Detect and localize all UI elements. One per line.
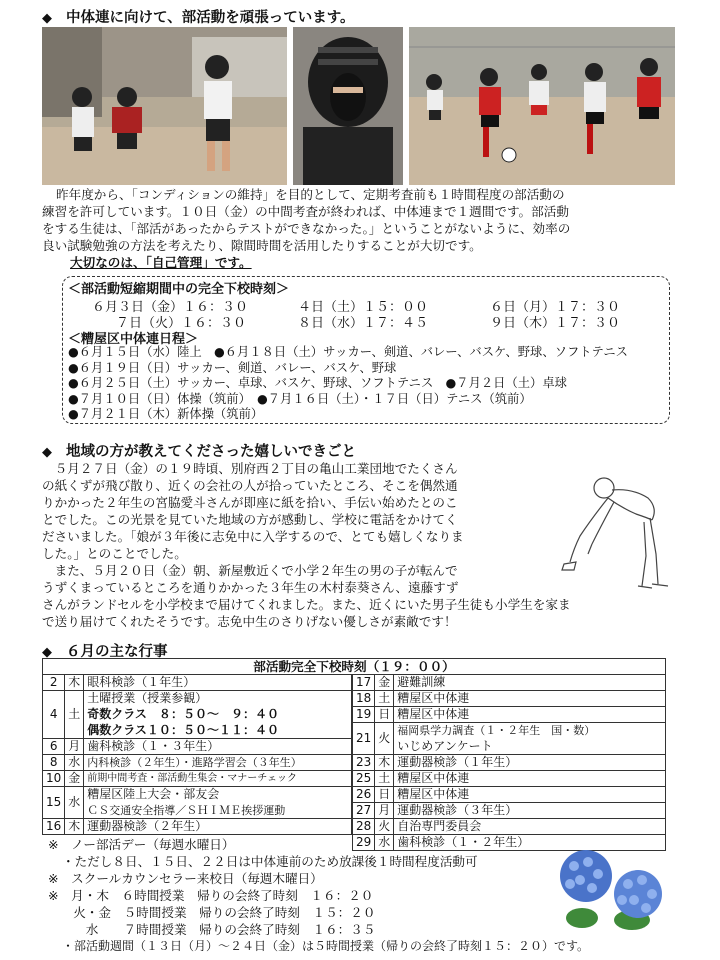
- section2-line: の紙くずが飛び散り、近くの会社の人が拾っていたところ、そこを偶然通: [42, 478, 458, 493]
- section2-heading: ◆ 地域の方が教えてくださった嬉しいできごと: [42, 444, 356, 460]
- events-table-header: 部活動完全下校時刻（１９：００）: [42, 658, 666, 675]
- time-jun8: ８日（水）１７：４５: [298, 316, 429, 331]
- section1-line-1: 昨年度から、「コンディションの維持」を目的として、定期考査前も１時間程度の部活動の: [56, 187, 565, 202]
- diamond-bullet-icon: ◆: [42, 11, 52, 26]
- photo-sprint-practice: [42, 27, 287, 185]
- table-row: 29 水 歯科検診（１・２年生）: [353, 835, 666, 851]
- section2-line: さんがランドセルを小学校まで届けてくれました。また、近くにいた男子生徒も小学生を家ま: [42, 597, 571, 612]
- note-item: 火・金 ５時間授業 帰りの会終了時刻 １５：２０: [48, 905, 376, 920]
- section2-line: うずくまっているところを通りかかった３年生の木村泰葵さん、遠藤すず: [42, 580, 459, 595]
- time-jun7: ７日（火）１６：３０: [116, 316, 247, 331]
- note-item: ※ スクールカウンセラー来校日（毎週木曜日）: [48, 871, 323, 886]
- section2-line: ださいました。「娘が３年後に志免中に入学するので、とても嬉しくなりま: [42, 529, 464, 544]
- section1-emphasis: 大切なのは、「自己管理」です。: [70, 255, 252, 270]
- table-row: 偶数クラス１０：５０〜１１：４０: [43, 723, 352, 739]
- tournament-item: ●６月１５日（水）陸上 ●６月１８日（土）サッカー、剣道、バレー、バスケ、野球、ソフトテニス: [68, 345, 628, 359]
- tournament-item: ●６月２５日（土）サッカー、卓球、バスケ、野球、ソフトテニス ●７月２日（土）卓球: [68, 376, 567, 390]
- note-item: ※ 月・木 ６時間授業 帰りの会終了時刻 １６：２０: [48, 888, 374, 903]
- events-table-right: [352, 674, 666, 851]
- table-row: 26 日 糟屋区中体連: [353, 787, 666, 803]
- section2-line: ５月２７日（金）の１９時頃、別府西２丁目の亀山工業団地でたくさん: [42, 461, 458, 476]
- table-row: 6 月 歯科検診（１・３年生）: [43, 739, 352, 755]
- tournament-item: ●７月１０日（日）体操（筑前） ●７月１６日（土）・１７日（日）テニス（筑前）: [68, 391, 532, 406]
- note-item: ※ ノー部活デー（毎週水曜日）: [48, 837, 235, 852]
- table-row: 8 水 内科検診（２年生）・進路学習会（３年生）: [43, 755, 352, 771]
- diamond-bullet-icon: ◆: [42, 645, 52, 660]
- section2-line: で送り届けてくれたそうです。志免中生のさりげない優しさが素敵です！: [42, 614, 457, 629]
- time-jun4: ４日（土）１５：００: [298, 300, 429, 315]
- diamond-bullet-icon: ◆: [42, 445, 52, 460]
- illustration-person-picking-paper: [552, 458, 678, 592]
- events-table-left: [42, 674, 352, 835]
- tournament-item: ●６月１９日（日）サッカー、剣道、バレー、バスケ、野球: [68, 360, 397, 375]
- section1-heading: ◆ 中体連に向けて、部活動を頑張っています。: [42, 10, 355, 26]
- hydrangea-illustration: [552, 848, 672, 934]
- section1-line-2: 練習を許可しています。１０日（金）の中間考査が終われば、中体連まで１週間です。部活動: [42, 204, 569, 219]
- section1-body: [42, 186, 682, 271]
- tournament-list: [68, 345, 668, 423]
- table-row: 10 金 前期中間考査・部活動生集会・マナーチェック: [43, 771, 352, 787]
- note-item: 水 ７時間授業 帰りの会終了時刻 １６：３５: [48, 922, 376, 937]
- section2-line: した。」とのことでした。: [42, 546, 187, 561]
- section3-heading: ◆ ６月の主な行事: [42, 644, 168, 660]
- table-row: 21 火 福岡県学力調査（１・２年生 国・数）: [353, 723, 666, 739]
- table-row: ＣＳ交通安全指導／ＳＨＩＭＥ挨拶運動: [43, 803, 352, 819]
- table-row: 27 月 運動器検診（３年生）: [353, 803, 666, 819]
- time-jun9: ９日（木）１７：３０: [490, 316, 621, 331]
- photo-soccer-practice: [409, 27, 675, 185]
- schedule-heading-short-period: ＜部活動短縮期間中の完全下校時刻＞: [68, 282, 290, 297]
- table-row: 2 木 眼科検診（１年生）: [43, 675, 352, 691]
- section2-line: また、５月２０日（金）朝、新屋敷近くで小学２年生の男の子が転んで: [42, 563, 458, 578]
- table-row: 19 日 糟屋区中体連: [353, 707, 666, 723]
- section2-line: とでした。この光景を見ていた地域の方が感動し、学校に電話をかけてく: [42, 512, 458, 527]
- photo-kendo-mask: [293, 27, 403, 185]
- tournament-item: ●７月２１日（木）新体操（筑前）: [68, 407, 264, 421]
- table-row: いじめアンケート: [353, 739, 666, 755]
- table-row: 18 土 糟屋区中体連: [353, 691, 666, 707]
- section2-line: りかかった２年生の宮脇愛斗さんが即座に紙を拾い、手伝い始めたとのこ: [42, 495, 458, 510]
- table-row: 4 土 土曜授業（授業参観）: [43, 691, 352, 707]
- table-row: 16 木 運動器検診（２年生）: [43, 819, 352, 835]
- time-jun6: ６日（月）１７：３０: [490, 300, 621, 315]
- time-jun3: ６月３日（金）１６：３０: [92, 300, 249, 315]
- section1-line-3: をする生徒は、「部活があったからテストができなかった。」ということがないように、効率の: [42, 221, 571, 236]
- note-item: ・ただし８日、１５日、２２日は中体連前のため放課後１時間程度活動可: [62, 854, 478, 869]
- table-row: 28 火 自治専門委員会: [353, 819, 666, 835]
- table-row: 15 水 糟屋区陸上大会・部友会: [43, 787, 352, 803]
- table-row: 25 土 糟屋区中体連: [353, 771, 666, 787]
- section1-line-4: 良い試験勉強の方法を考えたり、隙間時間を活用したりすることが大切です。: [42, 238, 482, 253]
- schedule-heading-tournament: ＜糟屋区中体連日程＞: [68, 332, 199, 347]
- table-row: 17 金 避難訓練: [353, 675, 666, 691]
- table-row: 23 木 運動器検診（１年生）: [353, 755, 666, 771]
- note-item: ・部活動週間（１３日（月）〜２４日（金）は５時間授業（帰りの会終了時刻１５：２０）です。: [62, 939, 590, 953]
- table-row: 奇数クラス ８：５０〜 ９：４０: [43, 707, 352, 723]
